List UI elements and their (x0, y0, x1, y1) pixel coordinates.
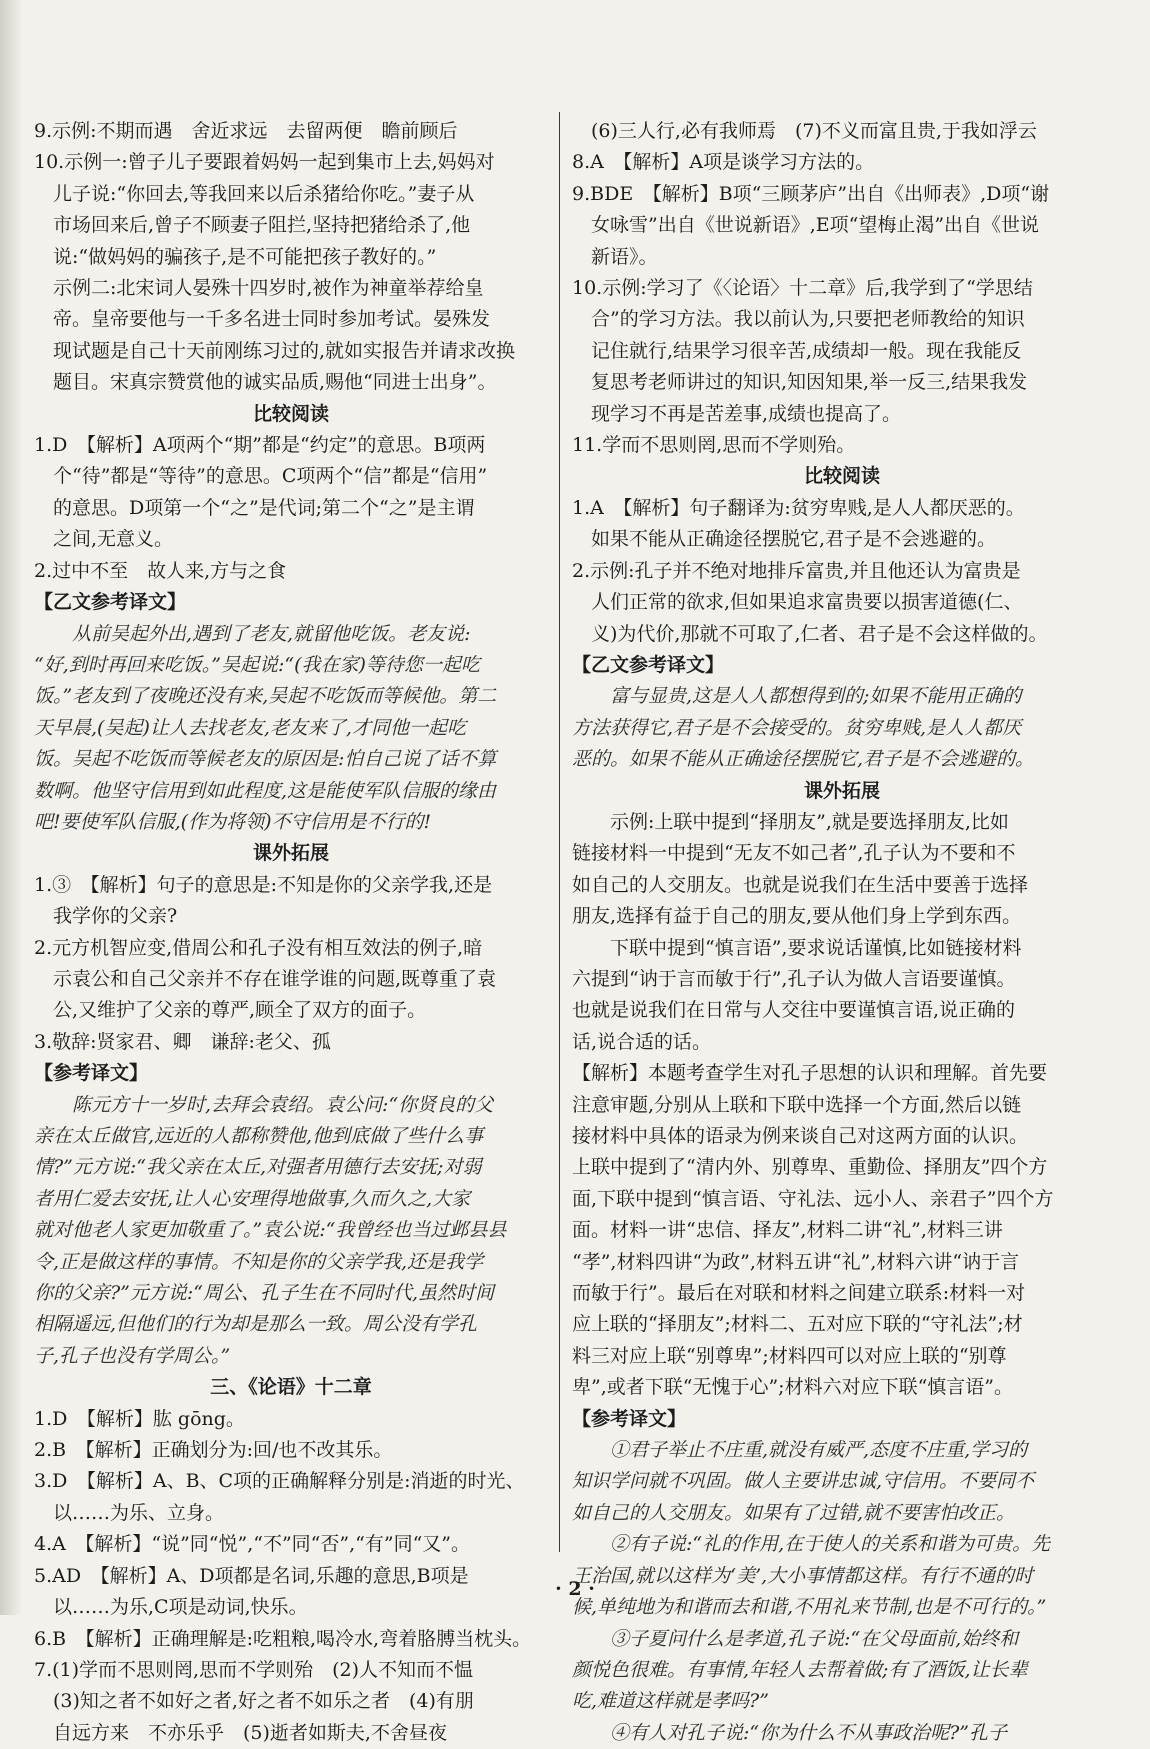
text-line: 也就是说我们在日常与人交往中要谨慎言语,说正确的 (572, 999, 1016, 1022)
text-line: 【参考译文】 (34, 1062, 149, 1085)
text-line: 如自己的人交朋友。也就是说我们在生活中要善于选择 (572, 873, 1029, 896)
section-heading: 课外拓展 (252, 842, 329, 865)
text-line: 5.AD 【解析】A、D项都是名词,乐趣的意思,B项是 (34, 1564, 469, 1587)
text-line: 我学你的父亲? (53, 905, 178, 928)
text-line: 2.B 【解析】正确划分为:回/也不改其乐。 (34, 1439, 393, 1462)
text-line: 饭。”老友到了夜晚还没有来,吴起不吃饭而等候他。第二 (34, 685, 497, 708)
text-line: 10.示例:学习了《〈论语〉十二章》后,我学到了“学思结 (572, 277, 1033, 300)
text-line: 的意思。D项第一个“之”是代词;第二个“之”是主谓 (53, 496, 475, 519)
text-line: 新语》。 (591, 245, 658, 268)
text-line: 你的父亲?”元方说:“周公、孔子生在不同时代,虽然时间 (34, 1282, 495, 1305)
section-heading: 比较阅读 (252, 402, 329, 425)
text-line: 1.A 【解析】句子翻译为:贫穷卑贱,是人人都厌恶的。 (572, 496, 1025, 519)
text-line: 儿子说:“你回去,等我回来以后杀猪给你吃。”妻子从 (53, 182, 475, 205)
text-line: ③子夏问什么是孝道,孔子说:“在父母面前,始终和 (610, 1627, 1019, 1650)
text-line: 面。材料一讲“忠信、择友”,材料二讲“礼”,材料三讲 (572, 1219, 1003, 1242)
text-line: 9.示例:不期而遇 舍近求远 去留两便 瞻前顾后 (34, 120, 458, 142)
column-divider (559, 112, 560, 1552)
text-line: 女咏雪”出自《世说新语》,E项“望梅止渴”出自《世说 (591, 214, 1040, 237)
text-line: 接材料中具体的语录为例来谈自己对这两方面的认识。 (572, 1125, 1029, 1147)
section-heading: 三、《论语》十二章 (210, 1376, 372, 1399)
text-line: 1.③ 【解析】句子的意思是:不知是你的父亲学我,还是 (34, 873, 493, 896)
text-line: 下联中提到“慎言语”,要求说话谨慎,比如链接材料 (610, 936, 1022, 959)
text-line: 6.B 【解析】正确理解是:吃粗粮,喝冷水,弯着胳膊当枕头。 (34, 1627, 532, 1650)
right-column (572, 116, 1112, 1749)
text-line: 公,又维护了父亲的尊严,顾全了双方的面子。 (53, 999, 427, 1022)
text-line: 2.元方机智应变,借周公和孔子没有相互效法的例子,暗 (34, 936, 483, 959)
page-number: · 2 · (555, 1578, 595, 1600)
text-line: 颜悦色很难。有事情,年轻人去帮着做;有了酒饭,让长辈 (572, 1658, 1028, 1681)
text-line: 话,说合适的话。 (572, 1030, 712, 1053)
text-line: 恶的。如果不能从正确途径摆脱它,君子是不会逃避的。 (572, 748, 1035, 771)
text-line: 而敏于行”。最后在对联和材料之间建立联系:材料一对 (572, 1282, 1026, 1305)
text-line: 面,下联中提到“慎言语、守礼法、远小人、亲君子”四个方 (572, 1187, 1054, 1210)
text-line: 之间,无意义。 (53, 528, 174, 551)
text-line: 以……为乐、立身。 (53, 1501, 225, 1524)
text-line: 相隔遥远,但他们的行为却是那么一致。周公没有学孔 (34, 1313, 478, 1336)
text-line: 六提到“讷于言而敏于行”,孔子认为做人言语要谨慎。 (572, 967, 1016, 990)
text-line: 【解析】本题考查学生对孔子思想的认识和理解。首先要 (572, 1062, 1048, 1085)
text-line: 个“待”都是“等待”的意思。C项两个“信”都是“信用” (53, 465, 488, 488)
text-line: 示例二:北宋词人晏殊十四岁时,被作为神童举荐给皇 (53, 277, 484, 300)
section-heading: 比较阅读 (803, 465, 880, 488)
text-line: ④有人对孔子说:“你为什么不从事政治呢?”孔子 (610, 1721, 1008, 1744)
text-line: 3.D 【解析】A、B、C项的正确解释分别是:消逝的时光、 (34, 1470, 525, 1493)
text-line: 3.敬辞:贤家君、卿 谦辞:老父、孤 (34, 1030, 331, 1053)
text-line: 如自己的人交朋友。如果有了过错,就不要害怕改正。 (572, 1501, 1016, 1524)
text-line: 方法获得它,君子是不会接受的。贫穷卑贱,是人人都厌 (572, 716, 1022, 739)
text-line: 11.学而不思则罔,思而不学则殆。 (572, 434, 856, 457)
text-line: 现试题是自己十天前刚练习过的,就如实报告并请求改换 (53, 339, 516, 362)
text-line: 8.A 【解析】A项是谈学习方法的。 (572, 151, 875, 174)
text-line: 从前吴起外出,遇到了老友,就留他吃饭。老友说: (72, 622, 471, 645)
text-line: 情?”元方说:“我父亲在太丘,对强者用德行去安抚;对弱 (34, 1156, 482, 1179)
text-line: 料三对应上联“别尊卑”;材料四可以对应上联的“别尊 (572, 1344, 1007, 1367)
text-line: 以……为乐,C项是动词,快乐。 (53, 1596, 308, 1619)
text-line: 亲在太丘做官,远近的人都称赞他,他到底做了些什么事 (34, 1125, 484, 1147)
text-line: 卑”,或者下联“无愧于心”;材料六对应下联“慎言语”。 (572, 1376, 1014, 1399)
text-line: 帝。皇帝要他与一千多名进士同时参加考试。晏殊发 (53, 308, 491, 331)
text-line: 知识学问就不巩固。做人主要讲忠诚,守信用。不要同不 (572, 1470, 1035, 1493)
text-line: 市场回来后,曾子不顾妻子阻拦,坚持把猪给杀了,他 (53, 214, 471, 237)
text-line: 应上联的“择朋友”;材料二、五对应下联的“守礼法”;材 (572, 1313, 1023, 1336)
text-line: ①君子举止不庄重,就没有威严,态度不庄重,学习的 (610, 1439, 1028, 1462)
text-line: 朋友,选择有益于自己的朋友,要从他们身上学到东西。 (572, 905, 1022, 928)
text-line: 天早晨,(吴起)让人去找老友,老友来了,才同他一起吃 (34, 716, 466, 739)
text-line: 如果不能从正确途径摆脱它,君子是不会逃避的。 (591, 528, 997, 551)
text-line: 数啊。他坚守信用到如此程度,这是能使军队信服的缘由 (34, 779, 497, 802)
text-line: 者用仁爱去安抚,让人心安理得地做事,久而久之,大家 (34, 1187, 471, 1210)
text-line: 【乙文参考译文】 (34, 591, 187, 614)
section-heading: 课外拓展 (803, 779, 880, 802)
text-line: 陈元方十一岁时,去拜会袁绍。袁公问:“你贤良的父 (72, 1093, 494, 1116)
text-line: 2.过中不至 故人来,方与之食 (34, 559, 287, 582)
text-line: 吃,难道这样就是孝吗?” (572, 1690, 769, 1713)
text-line: “好,到时再回来吃饭。”吴起说:“(我在家)等待您一起吃 (34, 653, 480, 676)
text-line: 现学习不再是苦差事,成绩也提高了。 (591, 402, 902, 425)
text-line: 链接材料一中提到“无友不如己者”,孔子认为不要和不 (572, 842, 1016, 865)
text-line: 上联中提到了“清内外、别尊卑、重勤俭、择朋友”四个方 (572, 1156, 1048, 1179)
text-line: 2.示例:孔子并不绝对地排斥富贵,并且他还认为富贵是 (572, 559, 1021, 582)
left-column (34, 116, 548, 1749)
text-line: 说:“做妈妈的骗孩子,是不可能把孩子教好的。” (53, 245, 437, 268)
text-line: 记住就行,结果学习很辛苦,成绩却一般。现在我能反 (591, 339, 1022, 362)
text-line: 合”的学习方法。我以前认为,只要把老师教给的知识 (591, 308, 1025, 331)
text-line: 【参考译文】 (572, 1407, 687, 1430)
text-line: 注意审题,分别从上联和下联中选择一个方面,然后以链 (572, 1093, 1022, 1116)
text-line: 义)为代价,那就不可取了,仁者、君子是不会这样做的。 (591, 622, 1048, 645)
text-line: 吧!要使军队信服,(作为将领)不守信用是不行的! (34, 810, 432, 833)
text-line: 1.D 【解析】肱 gōng。 (34, 1407, 245, 1430)
scan-edge-shadow (0, 0, 22, 1615)
text-line: 令,正是做这样的事情。不知是你的父亲学我,还是我学 (34, 1250, 484, 1273)
text-line: 饭。吴起不吃饭而等候老友的原因是:怕自己说了话不算 (34, 748, 497, 771)
text-line: “孝”,材料四讲“为政”,材料五讲“礼”,材料六讲“讷于言 (572, 1250, 1020, 1273)
text-line: 9.BDE 【解析】B项“三顾茅庐”出自《出师表》,D项“谢 (572, 182, 1050, 205)
text-line: (6)三人行,必有我师焉 (7)不义而富且贵,于我如浮云 (591, 120, 1037, 142)
text-line: 子,孔子也没有学周公。” (34, 1344, 231, 1367)
text-line: 复思考老师讲过的知识,知因知果,举一反三,结果我发 (591, 371, 1028, 394)
text-line: 7.(1)学而不思则罔,思而不学则殆 (2)人不知而不愠 (34, 1658, 473, 1681)
text-line: 王治国,就以这样为‘美’,大小事情都这样。有行不通的时 (572, 1564, 1034, 1587)
text-line: 自远方来 不亦乐乎 (5)逝者如斯夫,不舍昼夜 (53, 1721, 447, 1744)
text-line: 题目。宋真宗赞赏他的诚实品质,赐他“同进士出身”。 (53, 371, 497, 394)
text-line: 富与显贵,这是人人都想得到的;如果不能用正确的 (610, 685, 1022, 708)
text-line: 10.示例一:曾子儿子要跟着妈妈一起到集市上去,妈妈对 (34, 151, 495, 174)
text-line: 示袁公和自己父亲并不存在谁学谁的问题,既尊重了袁 (53, 967, 497, 990)
text-line: 候,单纯地为和谐而去和谐,不用礼来节制,也是不可行的。” (572, 1596, 1047, 1619)
text-line: 示例:上联中提到“择朋友”,就是要选择朋友,比如 (610, 810, 1009, 833)
text-line: 就对他老人家更加敬重了。”袁公说:“我曾经也当过邺县县 (34, 1219, 507, 1242)
text-line: 4.A 【解析】“说”同“悦”,“不”同“否”,“有”同“又”。 (34, 1533, 470, 1556)
text-line: 1.D 【解析】A项两个“期”都是“约定”的意思。B项两 (34, 434, 486, 457)
text-line: 人们正常的欲求,但如果追求富贵要以损害道德(仁、 (591, 591, 1023, 614)
text-line: (3)知之者不如好之者,好之者不如乐之者 (4)有朋 (53, 1690, 474, 1713)
text-line: 【乙文参考译文】 (572, 653, 725, 676)
text-line: ②有子说:“礼的作用,在于使人的关系和谐为可贵。先 (610, 1533, 1051, 1556)
